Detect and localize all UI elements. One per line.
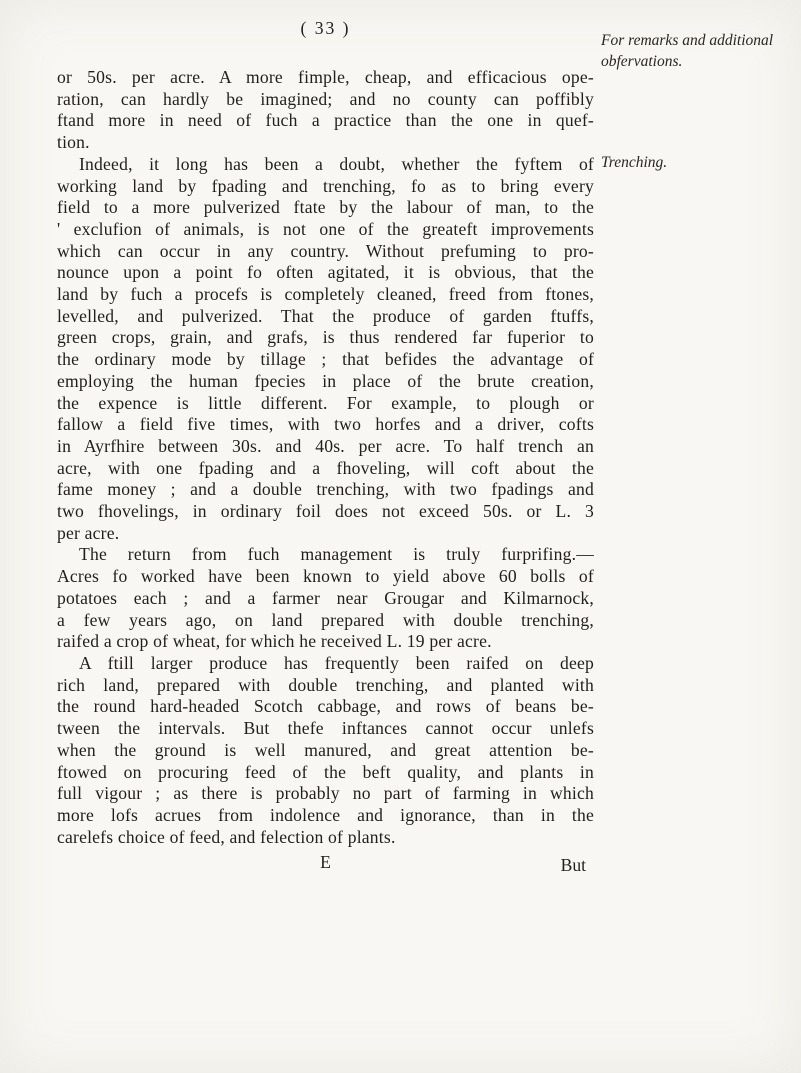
paragraph	[57, 544, 594, 653]
text-line: A ftill larger produce has frequently been raifed on deep	[79, 652, 594, 673]
margin-note-trenching: Trenching.	[601, 154, 668, 171]
text-line: per acre.	[57, 522, 120, 543]
text-line: ftand more in need of fuch a practice than the one in quef-	[57, 110, 594, 131]
catchword: But	[560, 855, 586, 875]
text-line: ration, can hardly be imagined; and no county can poffibly	[57, 88, 594, 109]
text-line: employing the human fpecies in place of the brute creation,	[57, 370, 594, 391]
text-line: field to a more pulverized ftate by the labour of man, to the	[57, 197, 594, 218]
text-line: a few years ago, on land prepared with double trenching,	[57, 609, 594, 630]
page-number: ( 33 )	[300, 18, 351, 38]
text-line: ftowed on procuring feed of the beft quality, and plants in	[57, 761, 594, 782]
text-line: in Ayrfhire between 30s. and 40s. per acre. To half trench an	[57, 435, 594, 456]
text-line: fame money ; and a double trenching, with two fpadings and	[57, 479, 594, 500]
text-line: working land by fpading and trenching, fo as to bring every	[57, 175, 594, 196]
text-line: the expence is little different. For example, to plough or	[57, 392, 594, 413]
signature-mark: E	[320, 852, 331, 872]
body-text	[57, 67, 594, 848]
text-line: acre, with one fpading and a fhoveling, will coft about the	[57, 457, 594, 478]
text-line: nounce upon a point fo often agitated, it is obvious, that the	[57, 262, 594, 283]
paragraph	[57, 653, 594, 848]
text-line: when the ground is well manured, and great attention be-	[57, 739, 594, 760]
text-line: raifed a crop of wheat, for which he received L. 19 per acre.	[57, 631, 492, 652]
text-line: potatoes each ; and a farmer near Grougar and Kilmarnock,	[57, 587, 594, 608]
paragraph	[57, 67, 594, 154]
text-line: full vigour ; as there is probably no part of farming in which	[57, 783, 594, 804]
text-line: or 50s. per acre. A more fimple, cheap, and efficacious ope-	[57, 67, 594, 87]
text-line: two fhovelings, in ordinary foil does not exceed 50s. or L. 3	[57, 501, 594, 522]
text-line: green crops, grain, and grafs, is thus rendered far fuperior to	[57, 327, 594, 348]
text-line: land by fuch a procefs is completely cleaned, freed from ftones,	[57, 284, 594, 305]
text-line: carelefs choice of feed, and felection of plants.	[57, 826, 396, 847]
margin-column	[601, 0, 793, 1073]
text-line: tween the intervals. But thefe inftances cannot occur unlefs	[57, 718, 594, 739]
paragraph	[57, 154, 594, 545]
text-line: Indeed, it long has been a doubt, whether the fyftem of	[79, 153, 594, 174]
text-line: the round hard-headed Scotch cabbage, and rows of beans be-	[57, 696, 594, 717]
text-line: the ordinary mode by tillage ; that befides the advantage of	[57, 349, 594, 370]
text-line: ' exclufion of animals, is not one of the greateft improvements	[57, 218, 594, 239]
text-line: Acres fo worked have been known to yield above 60 bolls of	[57, 566, 594, 587]
text-line: rich land, prepared with double trenching, and planted with	[57, 674, 594, 695]
text-line: The return from fuch management is truly furprifing.—	[79, 544, 594, 565]
text-line: tion.	[57, 132, 90, 153]
margin-note-remarks: For remarks and additional obfervations.	[601, 32, 774, 70]
text-line: fallow a field five times, with two horfes and a driver, cofts	[57, 414, 594, 435]
text-line: levelled, and pulverized. That the produce of garden ftuffs,	[57, 305, 594, 326]
text-line: more lofs acrues from indolence and ignorance, than in the	[57, 804, 594, 825]
text-line: which can occur in any country. Without prefuming to pro-	[57, 240, 594, 261]
footer-line	[57, 852, 594, 876]
